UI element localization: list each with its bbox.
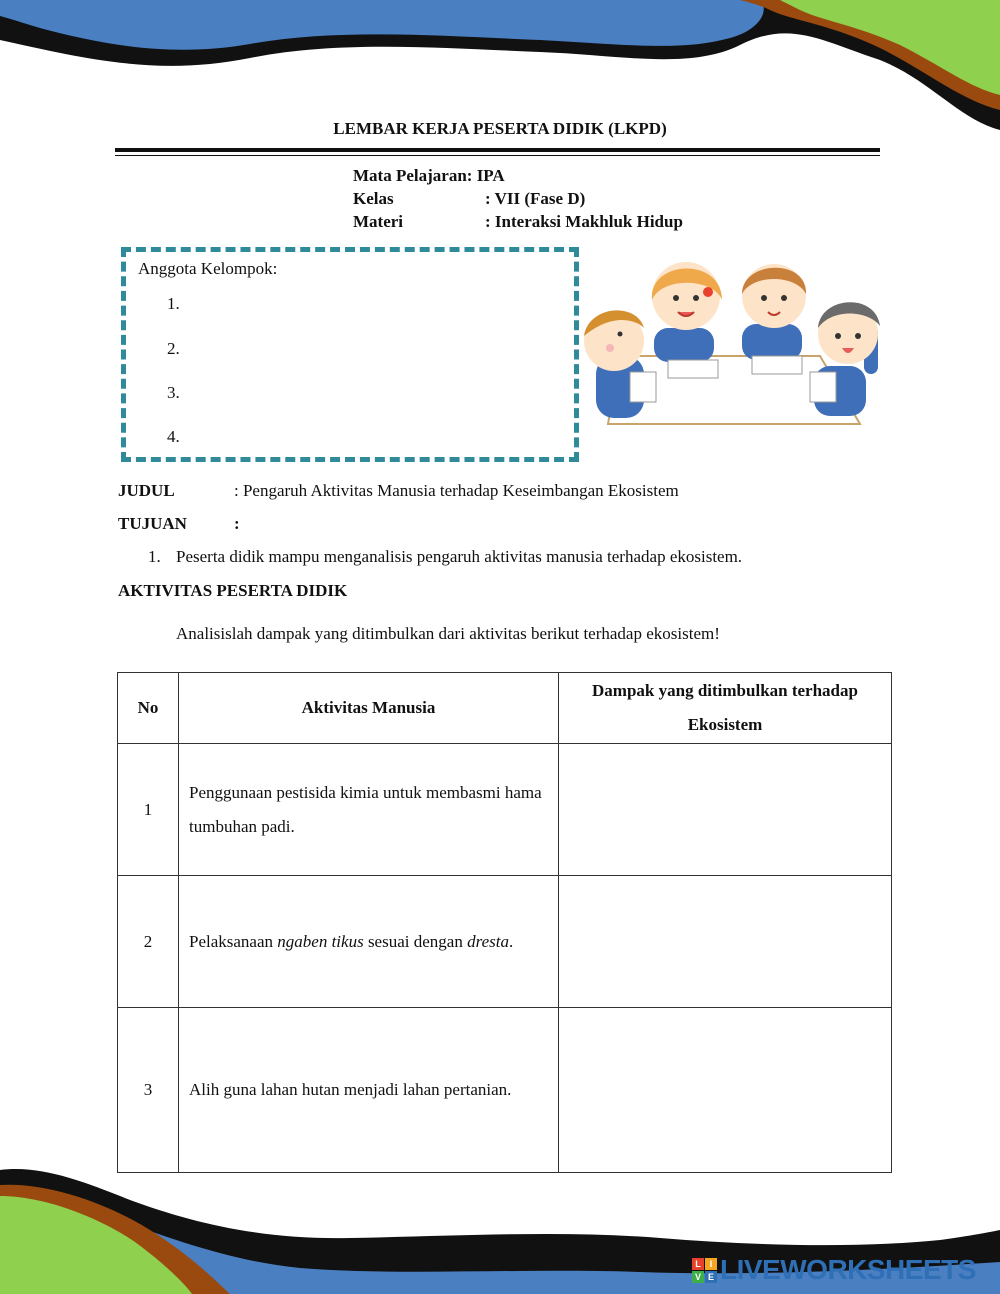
brand-name: LIVEWORKSHEETS [720,1254,976,1285]
tujuan-line [118,514,240,534]
row-1-activity: Penggunaan pestisida kimia untuk membasmi hama tumbuhan padi. [179,744,559,876]
brand-logo-icon [692,1258,717,1283]
row-2-activity-italic-2: dresta [467,931,509,951]
student-girl [652,262,722,362]
row-2-activity-mid: sesuai dengan [363,931,468,951]
row-1-no: 1 [118,744,179,876]
table-header-row [118,673,892,744]
meta-material-value: : Interaksi Makhluk Hidup [485,212,683,231]
brand-logo-letter: I [705,1258,717,1270]
page-title: LEMBAR KERJA PESERTA DIDIK (LKPD) [333,119,667,138]
meta-subject-value: : IPA [466,166,505,185]
judul-line [118,481,679,501]
tujuan-label: TUJUAN [118,514,187,533]
title-rule-thick [115,148,880,152]
row-2-activity-italic-1: ngaben tikus [277,931,364,951]
group-member-3[interactable]: 3. [167,383,180,402]
group-members-box [121,247,579,462]
row-3-no: 3 [118,1008,179,1173]
activity-heading: AKTIVITAS PESERTA DIDIK [118,581,348,600]
brand-logo-letter: E [705,1271,717,1283]
meta-subject-label: Mata Pelajaran [353,166,467,185]
brand-watermark [692,1254,976,1286]
judul-label: JUDUL [118,481,175,500]
meta-material [353,210,683,233]
group-member-2[interactable]: 2. [167,339,180,358]
group-member-4[interactable]: 4. [167,427,180,446]
tujuan-item-number: 1. [148,547,161,566]
meta-subject [353,164,683,187]
title-rule-thin [115,155,880,156]
top-wave [0,0,1000,130]
group-members-title: Anggota Kelompok: [138,259,278,278]
row-3-impact-input[interactable] [559,1008,892,1173]
row-2-activity [179,876,559,1008]
row-3-activity: Alih guna lahan hutan menjadi lahan pertanian. [179,1008,559,1173]
judul-value: : Pengaruh Aktivitas Manusia terhadap Keseimbangan Ekosistem [234,481,679,500]
header-no: No [118,673,179,744]
header-activity: Aktivitas Manusia [179,673,559,744]
table-row [118,1008,892,1173]
group-member-1[interactable]: 1. [167,294,180,313]
students-illustration [582,256,904,428]
row-2-activity-post: . [508,931,514,951]
table-row [118,876,892,1008]
row-2-impact-input[interactable] [559,876,892,1008]
meta-class-label: Kelas [353,189,394,208]
brand-logo-letter: V [692,1271,704,1283]
tujuan-colon: : [234,514,240,533]
meta-class-value: : VII (Fase D) [485,189,586,208]
tujuan-item-1 [148,547,742,567]
row-1-impact-input[interactable] [559,744,892,876]
meta-class [353,187,683,210]
tujuan-item-text: Peserta didik mampu menganalisis pengaruh aktivitas manusia terhadap ekosistem. [176,547,743,566]
lesson-meta [353,164,683,233]
student-boy-middle [742,264,806,360]
row-2-activity-pre: Pelaksanaan [189,931,278,951]
meta-material-label: Materi [353,212,404,231]
header-impact: Dampak yang ditimbulkan terhadap Ekosistem [559,673,892,744]
activity-table [117,672,892,1173]
brand-logo-letter: L [692,1258,704,1270]
row-2-no: 2 [118,876,179,1008]
table-row [118,744,892,876]
activity-instruction: Analisislah dampak yang ditimbulkan dari aktivitas berikut terhadap ekosistem! [176,624,720,643]
